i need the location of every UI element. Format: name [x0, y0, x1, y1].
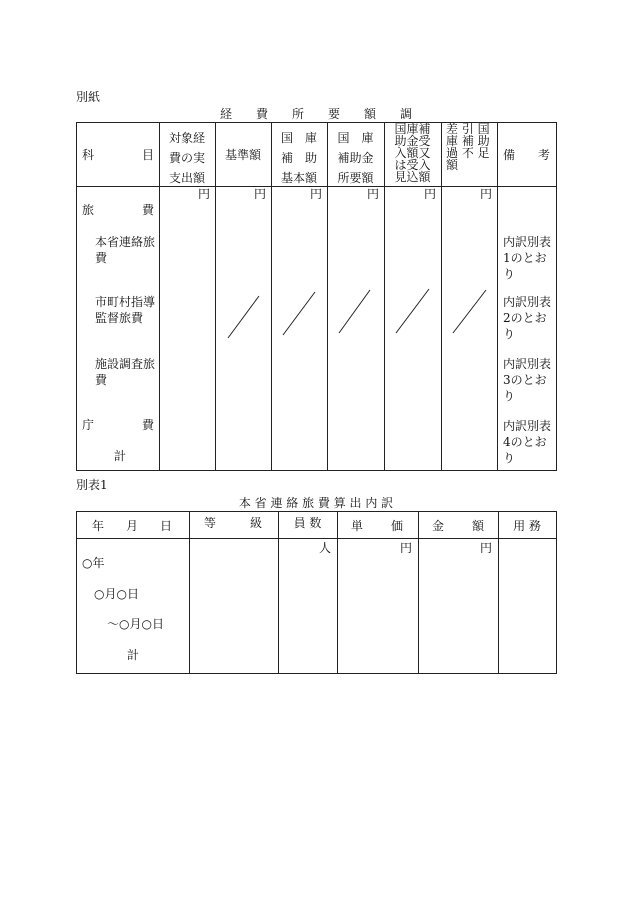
header-diff: 差 引 国 庫 補 助 過 不 足 額: [446, 122, 490, 172]
header-remarks: 備 考: [503, 148, 550, 162]
attachment-label: 別紙: [76, 90, 101, 104]
unit-yen: 円: [479, 541, 492, 555]
appendix-label: 別表1: [76, 478, 108, 492]
header-count: 員 数: [293, 516, 322, 530]
unit-yen: 円: [197, 187, 210, 201]
date-start: ○月○日: [94, 587, 139, 601]
unit-person: 人: [318, 541, 331, 555]
remark-1: 内訳別表 1のとお り: [503, 235, 552, 281]
unit-yen: 円: [423, 187, 436, 201]
remark-4: 内訳別表 4のとお り: [503, 419, 552, 465]
header-received: 国庫補 助金受 入額又 は受入 見込額: [394, 122, 431, 184]
date-year: ○年: [82, 556, 105, 570]
unit-yen: 円: [399, 541, 412, 555]
header-grade: 等 級: [204, 516, 262, 530]
header-actual: 対象経 費の実 支出額: [168, 131, 205, 185]
remark-2: 内訳別表 2のとお り: [503, 295, 552, 341]
row-total: 計: [127, 648, 140, 662]
row-ministry-travel: 本省連絡旅 費: [95, 235, 156, 265]
header-standard: 基準額: [224, 148, 261, 162]
row-facility-travel: 施設調査旅 費: [95, 357, 156, 387]
header-base: 国 庫 補 助 基本額: [280, 131, 317, 185]
unit-yen: 円: [366, 187, 379, 201]
remark-3: 内訳別表 3のとお り: [503, 357, 552, 403]
header-unit-price: 単 価: [351, 519, 403, 533]
table1-title: 経 費 所 要 額 調: [219, 107, 412, 121]
header-date: 年 月 日: [92, 519, 172, 533]
unit-yen: 円: [309, 187, 322, 201]
row-office: 庁 費: [82, 418, 154, 432]
row-travel: 旅 費: [82, 203, 154, 217]
header-amount: 金 額: [432, 519, 484, 533]
row-total: 計: [114, 449, 127, 463]
header-subject: 科 目: [82, 148, 154, 162]
header-required: 国 庫 補助金 所要額: [337, 131, 374, 185]
table2-title: 本 省 連 絡 旅 費 算 出 内 訳: [238, 496, 394, 510]
date-end: ～○月○日: [107, 617, 164, 631]
row-municipal-travel: 市町村指導 監督旅費: [95, 295, 156, 325]
header-purpose: 用 務: [513, 519, 541, 533]
unit-yen: 円: [253, 187, 266, 201]
unit-yen: 円: [479, 187, 492, 201]
